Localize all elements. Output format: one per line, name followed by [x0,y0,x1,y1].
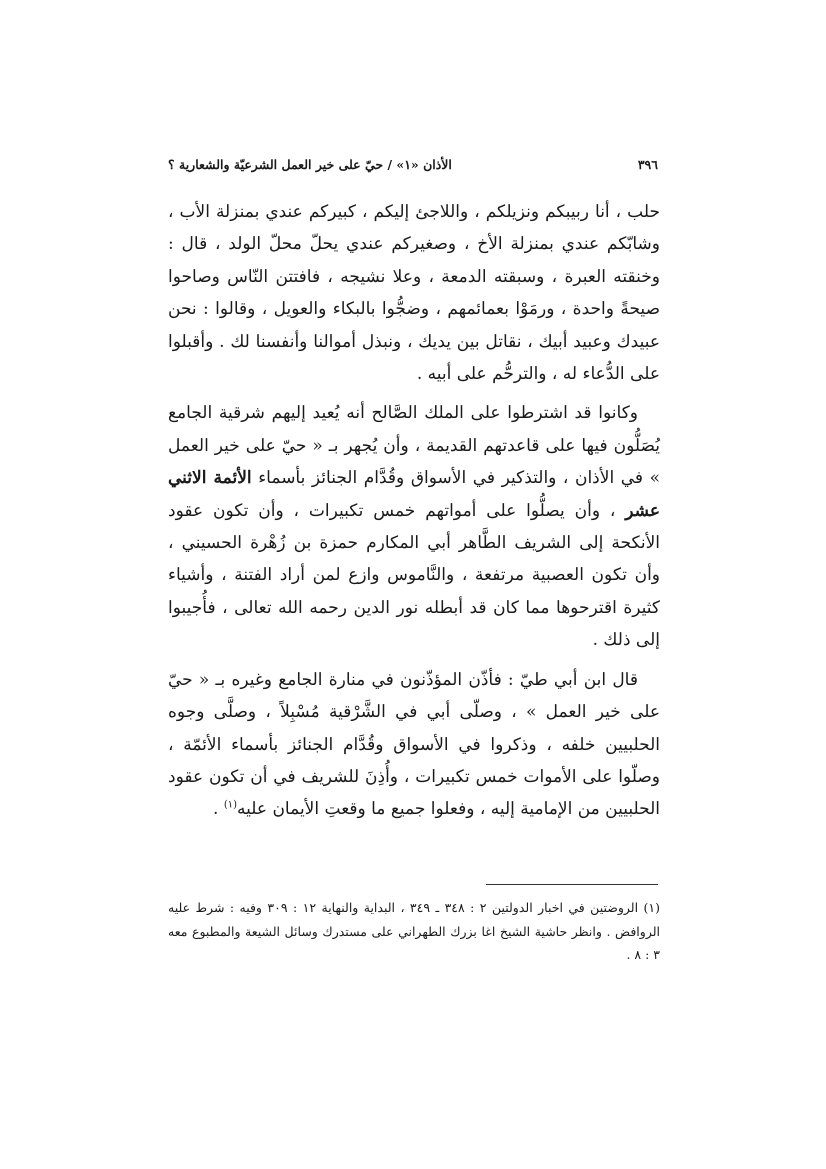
footnotes [168,896,660,967]
page-number: ٣٩٦ [637,157,658,172]
paragraph-text: قال ابن أبي طيّ : فأذّن المؤذّنون في منارة الجامع وغيره بـ « حيّ على خير العمل » ، وصلّى أبي في الشَّرْقية مُسْبِلاً ، وصلَّى وجوه الحلبيين خلفه ، وذكروا في الأسواق وقُدَّام الجنائز بأسماء الأئمّة ، وصلّوا على الأموات خمس تكبيرات ، وأُذِنَ للشريف في أن تكون عقود الحلبيين من الإمامية إليه ، وفعلوا جميع ما وقعتِ الأيمان عليه [168,669,660,820]
paragraph-text: . [213,799,224,820]
bold-emphasis: الأئمة الاثني عشر [168,468,660,521]
footnote: (١) الروضتين في اخبار الدولتين ٢ : ٣٤٨ ـ ٣٤٩ ، البداية والنهاية ١٢ : ٣٠٩ وفيه : شرط عليه الروافض . وانظر حاشية الشيخ اغا بزرك الطهراني على مستدرك وسائل الشيعة والمطبوع معه ٣ : ٨ . [168,900,660,962]
paragraph [168,664,660,826]
running-header-title: الأذان «١» / حيّ على خير العمل الشرعيّة والشعارية ؟ [168,157,452,172]
paragraph-text: ، وأن يصلُّوا على أمواتهم خمس تكبيرات ، وأن تكون عقود الأنكحة إلى الشريف الطَّاهر أبي المكارم حمزة بن زُهْرة الحسيني ، وأن تكون العصبية مرتفعة ، والنَّاموس وازع لمن أراد الفتنة ، وأشياء كثيرة اقترحوها مما كان قد أبطله نور الدين رحمه الله تعالى ، فأُجيبوا إلى ذلك . [168,500,660,651]
paragraph-text: وكانوا قد اشترطوا على الملك الصَّالح أنه يُعيد إليهم شرقية الجامع يُصَلُّون فيها على قاعدتهم القديمة ، وأن يُجهر بـ « حيّ على خير العمل » في الأذان ، والتذكير في الأسواق وقُدَّام الجنائز بأسماء [168,403,660,489]
footnote-reference[interactable]: (١) [223,799,238,811]
footnote-divider [486,884,658,885]
running-header [168,157,658,177]
main-text [168,196,660,833]
paragraph: حلب ، أنا ربيبكم ونزيلكم ، واللاجئ إليكم ، كبيركم عندي بمنزلة الأب ، وشابّكم عندي بمنزلة الأخ ، وصغيركم عندي يحلّ محلّ الولد ، قال : وخنقته العبرة ، وسبقته الدمعة ، وعلا نشيجه ، فافتتن النّاس وصاحوا صيحةً واحدة ، ورمَوْا بعمائمهم ، وضجُّوا بالبكاء والعويل ، وقالوا : نحن عبيدك وعبيد أبيك ، نقاتل بين يديك ، ونبذل أموالنا وأنفسنا لك . وأقبلوا على الدُّعاء له ، والترحُّم على أبيه . [168,202,660,385]
paragraph [168,397,660,656]
